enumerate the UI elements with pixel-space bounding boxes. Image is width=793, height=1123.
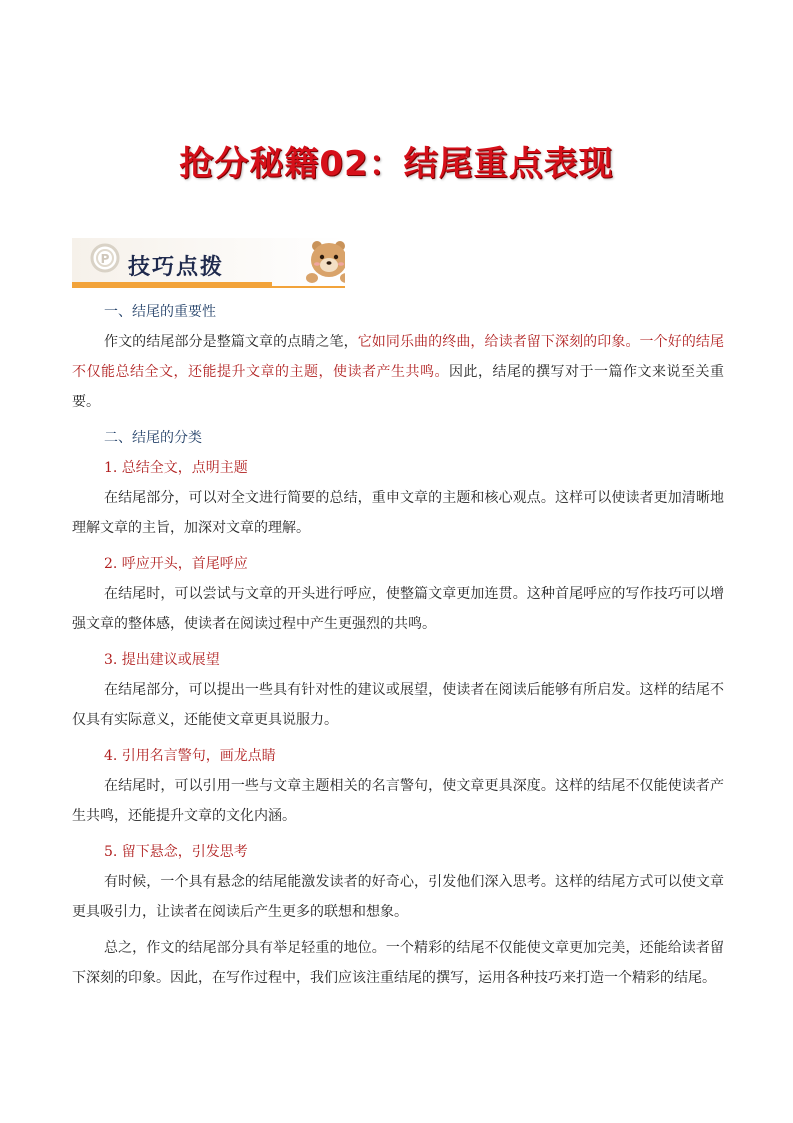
item-heading: 5. 留下悬念，引发思考 (104, 844, 248, 860)
item-paragraph: 在结尾部分，可以提出一些具有针对性的建议或展望，使读者在阅读后能够有所启发。这样的结尾不仅具有实际意义，还能使文章更具说服力。 (72, 682, 724, 728)
highlighted-text: 它如同乐曲的终曲，给读者留下深刻的印象。一个好的结尾不仅能总结全文，还能提升文章的主题，使读者产生共鸣。 (72, 334, 725, 380)
paragraph-text: 作文的结尾部分是整篇文章的点睛之笔， (104, 334, 358, 350)
item-paragraph: 在结尾部分，可以对全文进行简要的总结，重申文章的主题和核心观点。这样可以使读者更加清晰地理解文章的主旨，加深对文章的理解。 (72, 490, 724, 536)
paragraph-text: 因此，结尾的撰写对于一篇作文来说至关重要。 (72, 364, 724, 410)
item-paragraph: 在结尾时，可以引用一些与文章主题相关的名言警句，使文章更具深度。这样的结尾不仅能使读者产生共鸣，还能提升文章的文化内涵。 (72, 778, 724, 824)
svg-text:P: P (100, 252, 110, 266)
section-heading-importance: 一、结尾的重要性 (104, 304, 216, 320)
paragraph-importance (72, 327, 724, 417)
item-heading: 4. 引用名言警句，画龙点睛 (104, 748, 276, 764)
banner-label: 技巧点拨 (128, 255, 225, 280)
article-body (72, 297, 724, 999)
page-title: 抢分秘籍02：结尾重点表现 (179, 144, 614, 184)
tips-banner (72, 238, 345, 288)
item-heading: 2. 呼应开头，首尾呼应 (104, 556, 248, 572)
item-heading: 1. 总结全文，点明主题 (104, 460, 248, 476)
section-heading-types: 二、结尾的分类 (104, 430, 202, 446)
item-heading: 3. 提出建议或展望 (104, 652, 220, 668)
item-paragraph: 在结尾时，可以尝试与文章的开头进行呼应，使整篇文章更加连贯。这种首尾呼应的写作技巧可以增强文章的整体感，使读者在阅读过程中产生更强烈的共鸣。 (72, 586, 724, 632)
conclusion-paragraph: 总之，作文的结尾部分具有举足轻重的地位。一个精彩的结尾不仅能使文章更加完美，还能给读者留下深刻的印象。因此，在写作过程中，我们应该注重结尾的撰写，运用各种技巧来打造一个精彩的结尾。 (72, 940, 724, 986)
item-paragraph: 有时候，一个具有悬念的结尾能激发读者的好奇心，引发他们深入思考。这样的结尾方式可以使文章更具吸引力，让读者在阅读后产生更多的联想和想象。 (72, 874, 724, 920)
